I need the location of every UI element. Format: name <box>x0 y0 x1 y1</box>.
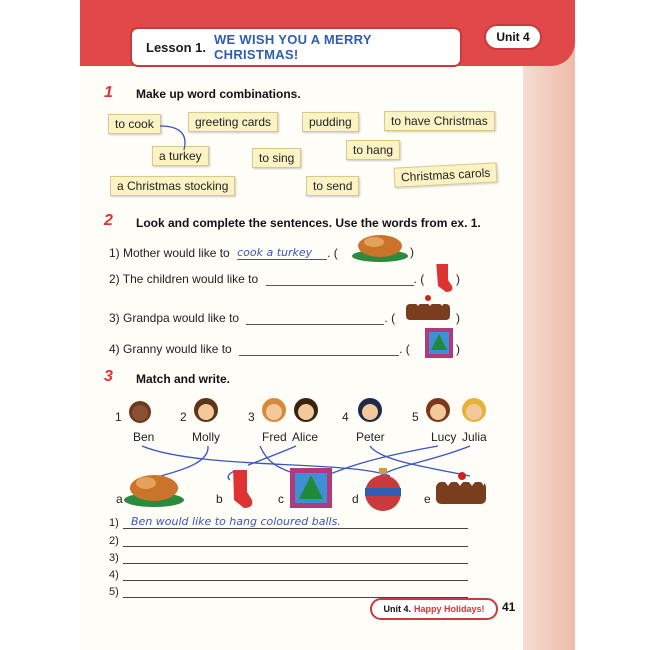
picture-letter: c <box>278 492 284 506</box>
child-face-icon <box>356 394 384 424</box>
kid-number: 2 <box>180 410 187 424</box>
kid-name: Alice <box>292 430 319 444</box>
child-face-icon <box>126 396 154 426</box>
pudding-icon <box>432 470 490 510</box>
line-number: 2) <box>109 535 119 547</box>
exercise-1-number: 1 <box>104 84 113 101</box>
picture-letter: a <box>116 492 123 506</box>
kid-name: Molly <box>192 430 221 444</box>
stocking-icon <box>224 460 256 510</box>
picture-letter: e <box>424 492 431 506</box>
line-number: 4) <box>109 569 119 581</box>
line-number: 1) <box>109 517 119 529</box>
greeting-card-icon <box>288 466 334 510</box>
kid-name: Julia <box>462 430 487 444</box>
word-card[interactable]: a turkey <box>152 146 209 166</box>
picture-letter: b <box>216 492 223 506</box>
sentence-1-answer: cook a turkey <box>237 246 313 259</box>
child-face-icon <box>424 394 452 424</box>
answer-line-2[interactable] <box>109 535 119 547</box>
answer-line-4[interactable] <box>109 569 119 581</box>
word-card[interactable]: to send <box>306 176 359 196</box>
child-face-icon <box>460 394 488 424</box>
sentence-1-text: 1) Mother would like to <box>109 246 230 260</box>
exercise-1-instruction: Make up word combinations. <box>136 87 301 101</box>
sentence-4-blank[interactable] <box>239 355 399 356</box>
kid-number: 4 <box>342 410 349 424</box>
paren-close: ) <box>410 245 414 259</box>
sentence-2-blank[interactable] <box>266 285 414 286</box>
unit-tab: Unit 4 <box>484 24 542 50</box>
paren-close: ) <box>456 311 460 325</box>
word-card[interactable]: to hang <box>346 140 400 160</box>
footer-unit-tab <box>370 598 498 620</box>
sentence-3-text: 3) Grandpa would like to <box>109 311 240 325</box>
sentence-4: 4) Granny would like to . ( <box>109 342 410 356</box>
kid-number: 5 <box>412 410 419 424</box>
word-card[interactable]: to have Christmas <box>384 111 495 131</box>
stocking-icon <box>428 256 456 296</box>
lesson-title: WE WISH YOU A MERRY CHRISTMAS! <box>213 32 372 62</box>
kid-name: Fred <box>262 430 287 444</box>
exercise-2-instruction: Look and complete the sentences. Use the words from ex. 1. <box>136 216 481 230</box>
paren-close: ) <box>456 342 460 356</box>
turkey-icon <box>350 228 412 264</box>
child-face-icon <box>260 394 288 424</box>
greeting-card-icon <box>422 326 456 360</box>
word-card[interactable]: greeting cards <box>188 112 278 132</box>
sentence-1: 1) Mother would like to cook a turkey . ( <box>109 246 338 260</box>
christmas-ball-icon <box>362 466 404 514</box>
exercise-3-number: 3 <box>104 368 113 385</box>
child-face-icon <box>292 394 320 424</box>
exercise-2-number: 2 <box>104 212 113 229</box>
sentence-3: 3) Grandpa would like to . ( <box>109 311 396 325</box>
sentence-2: 2) The children would like to . ( <box>109 272 425 286</box>
paren-close: ) <box>456 272 460 286</box>
picture-letter: d <box>352 492 359 506</box>
word-card[interactable]: Christmas carols <box>394 162 498 187</box>
footer-unit: Unit 4. <box>383 604 411 614</box>
kid-number: 3 <box>248 410 255 424</box>
sentence-2-text: 2) The children would like to <box>109 272 259 286</box>
footer-topic: Happy Holidays! <box>414 604 485 614</box>
page-number: 41 <box>502 600 516 614</box>
kid-number: 1 <box>115 410 122 424</box>
answer-line-5[interactable] <box>109 586 119 598</box>
word-card[interactable]: to sing <box>252 148 301 168</box>
sentence-3-blank[interactable] <box>246 324 384 325</box>
connector-line <box>150 120 200 160</box>
answer-line-1[interactable] <box>109 515 341 529</box>
line-number: 5) <box>109 586 119 598</box>
answer-1-text: Ben would like to hang coloured balls. <box>131 515 341 528</box>
word-card[interactable]: pudding <box>302 112 359 132</box>
page-edge <box>523 0 575 650</box>
sentence-1-blank[interactable] <box>237 245 327 260</box>
sentence-4-text: 4) Granny would like to <box>109 342 232 356</box>
lesson-number: Lesson 1. <box>146 39 206 55</box>
turkey-icon <box>124 466 186 510</box>
kid-name: Lucy <box>431 430 457 444</box>
line-number: 3) <box>109 552 119 564</box>
exercise-3-instruction: Match and write. <box>136 372 231 386</box>
word-card[interactable]: a Christmas stocking <box>110 176 235 196</box>
word-card[interactable]: to cook <box>108 114 161 134</box>
lesson-title-box <box>130 27 462 67</box>
pudding-icon <box>402 294 454 324</box>
kid-name: Ben <box>133 430 155 444</box>
kid-name: Peter <box>356 430 385 444</box>
child-face-icon <box>192 394 220 424</box>
answer-line-3[interactable] <box>109 552 119 564</box>
